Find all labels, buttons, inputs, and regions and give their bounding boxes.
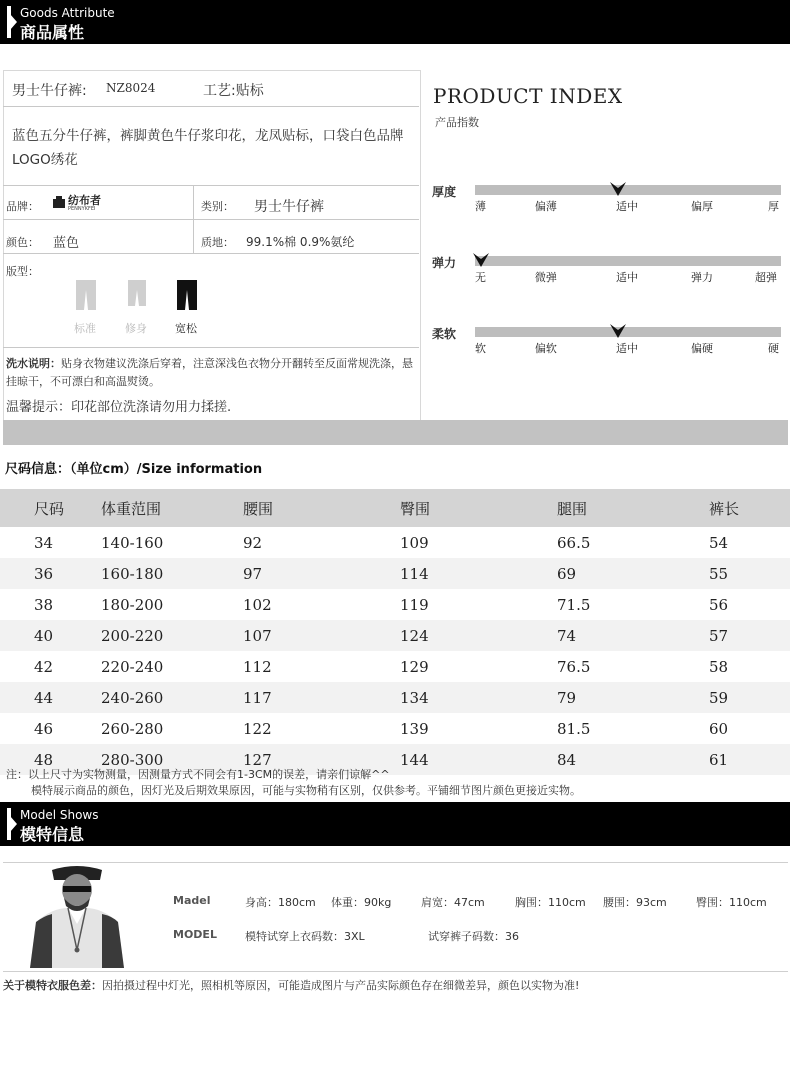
- table-cell: 92: [242, 527, 399, 558]
- table-row: [0, 651, 790, 682]
- product-index-title: PRODUCT INDEX: [433, 84, 623, 108]
- size-table: [0, 489, 790, 775]
- size-table-header: [0, 489, 790, 527]
- table-cell: 109: [399, 527, 556, 558]
- divider: [3, 347, 419, 348]
- model-chest: 胸围：110cm: [515, 896, 586, 909]
- table-cell: 260-280: [100, 713, 242, 744]
- table-row: [0, 620, 790, 651]
- table-cell: 180-200: [100, 589, 242, 620]
- index-row-track: [475, 327, 781, 337]
- table-cell: 200-220: [100, 620, 242, 651]
- table-cell: 81.5: [556, 713, 708, 744]
- banner-notch: [10, 816, 17, 832]
- table-cell: 54: [708, 527, 790, 558]
- brand-label: 品牌：: [6, 200, 39, 213]
- brand-logo-sub: PENNYKFEI: [68, 206, 96, 212]
- index-row-tick: 偏薄: [534, 200, 557, 213]
- table-cell: 280-300: [100, 744, 242, 775]
- banner-notch: [10, 14, 17, 30]
- header-size: 尺码: [0, 489, 100, 527]
- index-row-track: [475, 256, 781, 266]
- index-row-tick: 适中: [616, 200, 638, 213]
- table-cell: 97: [242, 558, 399, 589]
- header-thigh: 腿围: [556, 489, 708, 527]
- model-shoulder: 肩宽：47cm: [421, 896, 485, 909]
- table-cell: 44: [0, 682, 100, 713]
- wash-text: 贴身衣物建议洗涤后穿着，注意深浅色衣物分开翻转至反面常规洗涤，悬挂晾干，不可漂白和高温熨烫。: [6, 357, 413, 388]
- table-cell: 114: [399, 558, 556, 589]
- table-cell: 58: [708, 651, 790, 682]
- index-row-track: [475, 185, 781, 195]
- brand-logo-text: 纺布者: [68, 194, 101, 207]
- table-cell: 38: [0, 589, 100, 620]
- index-row-tick: 偏厚: [690, 200, 713, 213]
- category-label: 类别：: [201, 200, 234, 213]
- table-cell: 220-240: [100, 651, 242, 682]
- table-cell: 56: [708, 589, 790, 620]
- table-cell: 57: [708, 620, 790, 651]
- banner-title-zh: 商品属性: [20, 23, 85, 42]
- fit-label: 版型：: [6, 265, 39, 278]
- index-row-label: 弹力: [432, 256, 457, 270]
- wash-label: 洗水说明：: [6, 357, 61, 370]
- product-code: NZ8024: [106, 81, 156, 95]
- fit-standard-label: 标准: [74, 322, 96, 335]
- table-row: [0, 589, 790, 620]
- brand-logo: [52, 192, 110, 216]
- fit-slim-icon: [125, 280, 149, 310]
- size-note-2: 模特展示商品的颜色，因灯光及后期效果原因，可能与实物稍有区别，仅供参考。平铺细节图片颜色更接近实物。: [31, 784, 581, 797]
- table-cell: 36: [0, 558, 100, 589]
- color-value: 蓝色: [53, 236, 80, 251]
- index-row-label: 厚度: [432, 185, 457, 199]
- product-name-label: 男士牛仔裤:: [12, 83, 87, 99]
- color-label: 颜色：: [6, 236, 39, 249]
- goods-attribute-banner: [0, 0, 790, 44]
- color-note-label: 关于模特衣服色差：: [3, 979, 102, 992]
- table-cell: 34: [0, 527, 100, 558]
- table-cell: 134: [399, 682, 556, 713]
- table-cell: 40: [0, 620, 100, 651]
- model-color-note: [3, 977, 579, 993]
- model-hip: 臀围：110cm: [696, 896, 767, 909]
- table-cell: 124: [399, 620, 556, 651]
- index-row-tick: 薄: [475, 200, 486, 213]
- table-cell: 66.5: [556, 527, 708, 558]
- banner-title-en: Goods Attribute: [20, 6, 115, 20]
- size-info-title: 尺码信息：（单位cm）/Size information: [5, 462, 263, 477]
- divider: [3, 185, 419, 186]
- model-height: 身高：180cm: [245, 896, 316, 909]
- table-cell: 160-180: [100, 558, 242, 589]
- index-row-label: 柔软: [432, 327, 457, 341]
- table-cell: 84: [556, 744, 708, 775]
- product-index-subtitle: 产品指数: [435, 116, 479, 129]
- table-cell: 59: [708, 682, 790, 713]
- size-table-wrapper: [0, 489, 790, 775]
- fit-standard-icon: [74, 280, 98, 310]
- table-cell: 140-160: [100, 527, 242, 558]
- model-top-size: 模特试穿上衣码数：3XL: [245, 930, 365, 943]
- index-row-tick: 弹力: [690, 271, 713, 284]
- table-cell: 139: [399, 713, 556, 744]
- table-cell: 144: [399, 744, 556, 775]
- divider: [3, 219, 419, 220]
- table-cell: 240-260: [100, 682, 242, 713]
- table-cell: 60: [708, 713, 790, 744]
- banner-title-zh: 模特信息: [20, 825, 85, 844]
- header-waist: 腰围: [242, 489, 399, 527]
- table-cell: 55: [708, 558, 790, 589]
- index-row-tick: 偏软: [534, 342, 557, 355]
- index-row-tick: 硬: [768, 342, 779, 355]
- table-cell: 112: [242, 651, 399, 682]
- table-cell: 61: [708, 744, 790, 775]
- index-row-tick: 超弹: [755, 271, 777, 284]
- material-label: 质地：: [201, 236, 234, 249]
- table-cell: 107: [242, 620, 399, 651]
- fit-loose-icon: [175, 280, 199, 310]
- table-row: [0, 713, 790, 744]
- index-row-tick: 软: [475, 342, 486, 355]
- index-row-tick: 适中: [616, 271, 638, 284]
- index-row-tick: 无: [475, 271, 486, 284]
- fit-slim-label: 修身: [125, 322, 147, 335]
- index-row-tick: 微弹: [534, 271, 557, 284]
- model-shows-banner: [0, 802, 790, 846]
- table-row: [0, 527, 790, 558]
- size-note-1: 注：以上尺寸为实物测量，因测量方式不同会有1-3CM的误差，请亲们谅解^^: [6, 768, 390, 781]
- divider: [3, 106, 419, 107]
- model-row2-label: MODEL: [173, 928, 217, 941]
- table-cell: 79: [556, 682, 708, 713]
- fit-loose-label: 宽松: [175, 322, 197, 335]
- table-cell: 129: [399, 651, 556, 682]
- table-cell: 69: [556, 558, 708, 589]
- color-note-text: 因拍摄过程中灯光，照相机等原因，可能造成图片与产品实际颜色存在细微差异，颜色以实物为准!: [102, 979, 580, 992]
- index-row-marker-icon: [610, 181, 626, 195]
- table-cell: 74: [556, 620, 708, 651]
- header-hip: 臀围: [399, 489, 556, 527]
- table-cell: 119: [399, 589, 556, 620]
- model-pants-size: 试穿裤子码数：36: [428, 930, 519, 943]
- banner-title-en: Model Shows: [20, 808, 99, 822]
- index-row-tick: 偏硬: [690, 342, 713, 355]
- table-cell: 48: [0, 744, 100, 775]
- model-weight: 体重：90kg: [331, 896, 392, 909]
- model-photo: [22, 864, 132, 968]
- category-value: 男士牛仔裤: [254, 199, 324, 215]
- table-row: [0, 558, 790, 589]
- divider: [3, 253, 419, 254]
- table-cell: 127: [242, 744, 399, 775]
- header-length: 裤长: [708, 489, 790, 527]
- table-cell: 102: [242, 589, 399, 620]
- table-cell: 76.5: [556, 651, 708, 682]
- care-tip: 温馨提示：印花部位洗涤请勿用力揉搓.: [6, 400, 232, 415]
- table-cell: 122: [242, 713, 399, 744]
- table-cell: 42: [0, 651, 100, 682]
- material-value: 99.1%棉 0.9%氨纶: [246, 235, 355, 249]
- table-row: [0, 682, 790, 713]
- wash-instructions: [6, 355, 416, 391]
- index-row-marker-icon: [610, 323, 626, 337]
- model-row1-label: Madel: [173, 894, 211, 907]
- header-weight: 体重范围: [100, 489, 242, 527]
- table-cell: 71.5: [556, 589, 708, 620]
- craft: 工艺:贴标: [203, 83, 264, 99]
- index-row-tick: 厚: [768, 200, 779, 213]
- divider: [193, 186, 194, 253]
- brand-logo-icon: [52, 196, 66, 210]
- index-row-tick: 适中: [616, 342, 638, 355]
- model-waist: 腰围：93cm: [603, 896, 667, 909]
- product-description: 蓝色五分牛仔裤，裤脚黄色牛仔浆印花，龙凤贴标，口袋白色品牌LOGO绣花: [12, 128, 404, 168]
- table-cell: 46: [0, 713, 100, 744]
- table-cell: 117: [242, 682, 399, 713]
- section-separator: [3, 420, 788, 445]
- index-row-marker-icon: [473, 252, 489, 266]
